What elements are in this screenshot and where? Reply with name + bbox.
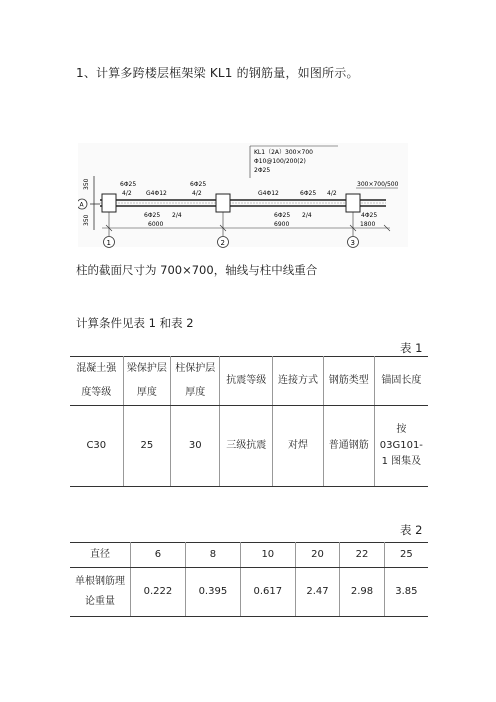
column-2 — [216, 194, 230, 212]
rebar-bot-2: 6Φ25 — [274, 212, 291, 219]
rebar-g2: G4Φ12 — [258, 190, 279, 197]
table2-diameter-cell: 20 — [295, 543, 340, 568]
table2-weight-cell: 2.47 — [295, 568, 340, 617]
beam-drawing — [78, 138, 408, 252]
table1-header-cell: 锚固长度 — [374, 357, 428, 406]
table2-weight-cell: 3.85 — [384, 568, 428, 617]
table1-header-cell: 连接方式 — [273, 357, 324, 406]
table1-header-cell: 混凝土强度等级 — [70, 357, 123, 406]
table2-diameter-cell: 25 — [384, 543, 428, 568]
table2-weight-cell: 0.395 — [185, 568, 240, 617]
beam-label-right: 300×700/500 — [357, 181, 399, 188]
table1-cell: C30 — [70, 406, 123, 487]
table1-cell: 30 — [171, 406, 220, 487]
rebar-top-3b: 4/2 — [327, 190, 337, 197]
rebar-top-2b: 4/2 — [192, 190, 202, 197]
question-text: 1、计算多跨楼层框架梁 KL1 的钢筋量，如图所示。 — [76, 66, 359, 80]
table1-cell: 普通钢筋 — [323, 406, 374, 487]
table1-header-cell: 柱保护层厚度 — [171, 357, 220, 406]
span-3: 1800 — [360, 221, 376, 228]
table1-cell: 三级抗震 — [220, 406, 273, 487]
rebar-top-1a: 6Φ25 — [120, 181, 137, 188]
rebar-top-1b: 4/2 — [122, 190, 132, 197]
table2-weight-cell: 0.617 — [240, 568, 295, 617]
table1-caption: 表 1 — [400, 341, 423, 355]
table1-header-cell: 梁保护层厚度 — [123, 357, 171, 406]
table2-diameter-cell: 22 — [340, 543, 385, 568]
dim-left-bottom: 350 — [83, 214, 90, 226]
table1-header-row — [70, 357, 428, 406]
dim-left-top: 350 — [83, 178, 90, 190]
table2-caption: 表 2 — [400, 523, 423, 537]
column-note: 柱的截面尺寸为 700×700，轴线与柱中线重合 — [76, 263, 318, 277]
table1-header-cell: 钢筋类型 — [323, 357, 374, 406]
axis-1-label: 1 — [106, 239, 111, 247]
table1-cell: 25 — [123, 406, 171, 487]
span-1: 6000 — [148, 221, 164, 228]
rebar-top-3: 6Φ25 — [300, 190, 317, 197]
rebar-bot-1b: 2/4 — [172, 212, 182, 219]
conditions-text: 计算条件见表 1 和表 2 — [76, 316, 194, 330]
axis-a-label: A — [79, 201, 84, 209]
table1-cell: 按 03G101-1 图集及 — [374, 406, 428, 487]
table2-diameter-cell: 10 — [240, 543, 295, 568]
table2-header-row — [70, 543, 428, 568]
rebar-bot-3: 4Φ25 — [361, 212, 378, 219]
table1 — [70, 356, 428, 487]
beam-label-3: 2Φ25 — [254, 167, 271, 174]
beam-label-2: Φ10@100/200(2) — [254, 158, 306, 165]
beam-label-1: KL1（2A）300×700 — [254, 149, 313, 156]
table2-diameter-cell: 8 — [185, 543, 240, 568]
column-3 — [346, 194, 360, 212]
axis-3-label: 3 — [350, 239, 355, 247]
table2-header-label: 直径 — [70, 543, 131, 568]
span-2: 6900 — [274, 221, 290, 228]
axis-2-label: 2 — [220, 239, 225, 247]
table2-diameter-cell: 6 — [131, 543, 186, 568]
column-1 — [102, 194, 116, 212]
table2-row-label: 单根钢筋理论重量 — [70, 568, 131, 617]
table-row — [70, 568, 428, 617]
table2 — [70, 542, 428, 617]
rebar-top-2a: 6Φ25 — [190, 181, 207, 188]
table1-cell: 对焊 — [273, 406, 324, 487]
rebar-g1: G4Φ12 — [146, 190, 167, 197]
rebar-bot-2b: 2/4 — [302, 212, 312, 219]
table2-weight-cell: 0.222 — [131, 568, 186, 617]
table-row — [70, 406, 428, 487]
table2-weight-cell: 2.98 — [340, 568, 385, 617]
table1-header-cell: 抗震等级 — [220, 357, 273, 406]
rebar-bot-1: 6Φ25 — [144, 212, 161, 219]
